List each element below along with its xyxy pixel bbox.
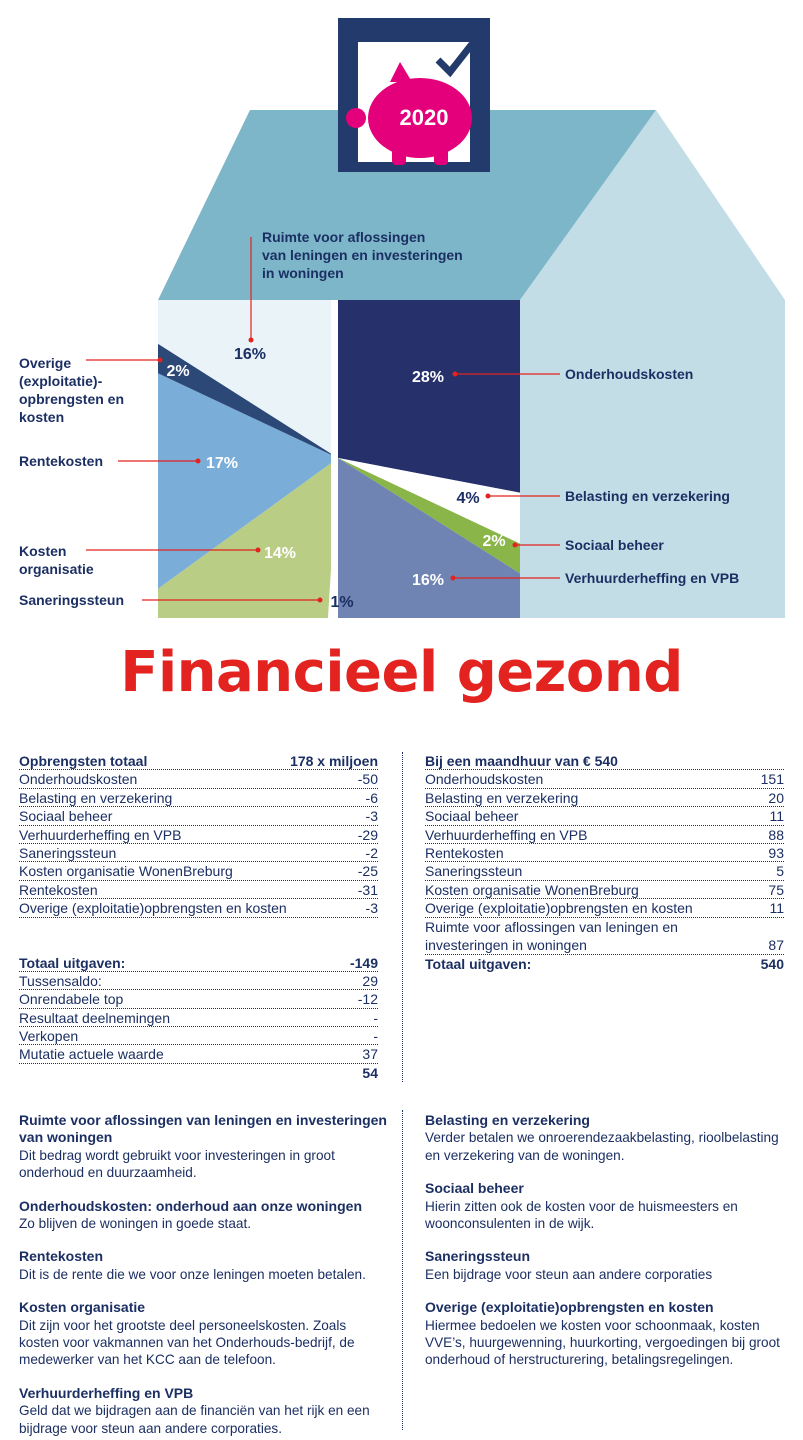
house-pie-chart bbox=[0, 0, 803, 630]
description-title: Onderhoudskosten: onderhoud aan onze woningen bbox=[19, 1197, 362, 1214]
row-label: Onderhoudskosten bbox=[19, 771, 138, 788]
slice-percent-label: 16% bbox=[233, 346, 267, 363]
row-value: 151 bbox=[760, 771, 784, 788]
description-text: Dit zijn voor het grootste deel personeelskosten. Zoals kosten voor vakmannen van het Onderhouds-bedrijf, de medewerker van het KCC aan de telefoon. bbox=[19, 1317, 355, 1368]
description-title: Kosten organisatie bbox=[19, 1299, 146, 1316]
description-block bbox=[425, 1299, 797, 1369]
leader-dot bbox=[249, 338, 254, 343]
description-block bbox=[19, 1248, 389, 1283]
table-row bbox=[19, 789, 378, 807]
row-label: Totaal uitgaven: bbox=[425, 955, 532, 972]
slice-percent-label: 4% bbox=[456, 490, 480, 507]
table-row bbox=[19, 770, 378, 788]
description-block bbox=[425, 1112, 797, 1164]
row-value: 11 bbox=[769, 900, 784, 917]
table-row bbox=[19, 899, 378, 917]
slice-percent-label: 1% bbox=[330, 594, 354, 611]
slice-percent-label: 16% bbox=[411, 572, 445, 589]
description-text: Geld dat we bijdragen aan de financiën van het rijk en een bijdrage voor steun aan andere corporaties. bbox=[19, 1403, 370, 1436]
slice-percent-label: 2% bbox=[166, 363, 190, 380]
row-label: 87 investeringen in woningen bbox=[425, 936, 784, 953]
row-value: -50 bbox=[357, 771, 378, 788]
callout-label: kosten bbox=[19, 409, 65, 425]
row-label: Onderhoudskosten bbox=[425, 771, 544, 788]
row-label: Sociaal beheer bbox=[19, 808, 113, 825]
callout-label: (exploitatie)- bbox=[19, 373, 103, 389]
table-row bbox=[19, 1009, 378, 1027]
row-label: Overige (exploitatie)opbrengsten en kosten bbox=[425, 900, 693, 917]
slice-percent-label: 28% bbox=[411, 369, 445, 386]
description-block bbox=[19, 1112, 389, 1182]
spacer bbox=[19, 918, 378, 954]
leader-dot bbox=[513, 543, 518, 548]
row-value: -25 bbox=[357, 863, 378, 880]
row-value: -3 bbox=[365, 808, 378, 825]
slice-percent-label: 14% bbox=[263, 545, 297, 562]
description-title: Saneringssteun bbox=[425, 1248, 531, 1265]
row-value: -3 bbox=[365, 900, 378, 917]
left-financial-table bbox=[19, 752, 378, 1082]
row-label: Saneringssteun bbox=[19, 844, 117, 861]
description-title: Overige (exploitatie)opbrengsten en kosten bbox=[425, 1299, 714, 1316]
row-label: Belasting en verzekering bbox=[425, 789, 579, 806]
table-row bbox=[425, 862, 784, 880]
row-value: 75 bbox=[768, 881, 784, 898]
leader-dot bbox=[318, 598, 323, 603]
slice-percent-label: 2% bbox=[482, 533, 506, 550]
description-block bbox=[425, 1248, 797, 1283]
table-row bbox=[19, 1027, 378, 1045]
callout-label: Rentekosten bbox=[19, 453, 104, 469]
slice-percent-label: 17% bbox=[205, 455, 239, 472]
row-value: -31 bbox=[357, 881, 378, 898]
row-value: -2 bbox=[365, 844, 378, 861]
callout-label: Belasting en verzekering bbox=[565, 488, 730, 504]
description-title: Ruimte voor aflossingen van leningen en investeringen van woningen bbox=[19, 1112, 387, 1146]
callout-label: Kosten bbox=[19, 543, 67, 559]
callout-label: Overige bbox=[19, 355, 72, 371]
leader-dot bbox=[486, 494, 491, 499]
row-label: Onrendabele top bbox=[19, 991, 124, 1008]
row-label: Verkopen bbox=[19, 1028, 79, 1045]
row-label: Saneringssteun bbox=[425, 863, 523, 880]
row-label: Tussensaldo: bbox=[19, 972, 102, 989]
table-row bbox=[19, 807, 378, 825]
descriptions-left bbox=[19, 1112, 389, 1440]
row-label: Mutatie actuele waarde bbox=[19, 1046, 164, 1063]
row-value: -29 bbox=[357, 826, 378, 843]
row-value: -6 bbox=[365, 789, 378, 806]
row-label: Rentekosten bbox=[425, 844, 504, 861]
description-text: Hierin zitten ook de kosten voor de huismeesters en woonconsulenten in de wijk. bbox=[425, 1198, 738, 1232]
table-header bbox=[425, 752, 784, 770]
total-row bbox=[425, 955, 784, 973]
description-title: Belasting en verzekering bbox=[425, 1112, 590, 1128]
description-block bbox=[19, 1198, 389, 1233]
row-label: Opbrengsten totaal bbox=[19, 753, 148, 769]
callout-label: van leningen en investeringen bbox=[262, 247, 463, 263]
table-row bbox=[19, 881, 378, 899]
callout-label: in woningen bbox=[262, 265, 344, 281]
row-label: Kosten organisatie WonenBreburg bbox=[425, 881, 639, 898]
wall-divider bbox=[331, 300, 338, 618]
row-value: -149 bbox=[349, 954, 378, 971]
final-total bbox=[19, 1064, 378, 1082]
row-label: Kosten organisatie WonenBreburg bbox=[19, 863, 233, 880]
row-value: 93 bbox=[768, 844, 784, 861]
table-row bbox=[425, 807, 784, 825]
table-row bbox=[19, 862, 378, 880]
row-value: -12 bbox=[357, 991, 378, 1008]
description-block bbox=[19, 1299, 389, 1369]
descriptions-right bbox=[425, 1112, 797, 1385]
total-row bbox=[19, 954, 378, 972]
table-header bbox=[19, 752, 378, 770]
row-value: 87 bbox=[768, 936, 784, 953]
badge-year: 2020 bbox=[399, 105, 449, 130]
table-row bbox=[425, 789, 784, 807]
description-text: Zo blijven de woningen in goede staat. bbox=[19, 1216, 252, 1232]
row-value: 20 bbox=[768, 789, 784, 806]
row-value: 37 bbox=[362, 1046, 378, 1063]
callout-label: Verhuurderheffing en VPB bbox=[565, 570, 740, 586]
description-block bbox=[425, 1180, 797, 1232]
callout-label: Saneringssteun bbox=[19, 592, 125, 608]
row-label: Totaal uitgaven: bbox=[19, 954, 126, 971]
table-row bbox=[425, 770, 784, 788]
callout-label: Ruimte voor aflossingen bbox=[262, 229, 426, 245]
row-value: 54 bbox=[362, 1064, 378, 1081]
table-row bbox=[425, 899, 784, 917]
table-row bbox=[425, 918, 784, 955]
description-text: Dit is de rente die we voor onze leningen moeten betalen. bbox=[19, 1266, 366, 1282]
table-row bbox=[425, 844, 784, 862]
leader-dot bbox=[451, 576, 456, 581]
description-text: Een bijdrage voor steun aan andere corporaties bbox=[425, 1266, 713, 1282]
description-block bbox=[19, 1385, 389, 1437]
callout-label: Onderhoudskosten bbox=[565, 366, 694, 382]
column-divider bbox=[402, 752, 403, 1082]
leader-dot bbox=[196, 459, 201, 464]
row-value: 5 bbox=[776, 863, 784, 880]
leader-dot bbox=[256, 548, 261, 553]
description-text: Dit bedrag wordt gebruikt voor investeringen in groot onderhoud en duurzaamheid. bbox=[19, 1147, 335, 1181]
row-value: 540 bbox=[760, 955, 784, 972]
table-row bbox=[19, 1045, 378, 1063]
description-title: Verhuurderheffing en VPB bbox=[19, 1384, 194, 1401]
callout-label: organisatie bbox=[19, 561, 94, 577]
table-row bbox=[425, 881, 784, 899]
row-label: Belasting en verzekering bbox=[19, 789, 173, 806]
row-label: Verhuurderheffing en VPB bbox=[425, 826, 588, 843]
row-label: Rentekosten bbox=[19, 881, 98, 898]
row-label: Ruimte voor aflossingen van leningen en bbox=[425, 918, 678, 935]
table-row bbox=[19, 972, 378, 990]
row-value: - bbox=[373, 1009, 378, 1026]
column-divider-2 bbox=[402, 1110, 403, 1430]
row-label: Overige (exploitatie)opbrengsten en kosten bbox=[19, 900, 287, 917]
row-value: 11 bbox=[769, 808, 784, 825]
row-label: Verhuurderheffing en VPB bbox=[19, 826, 182, 843]
row-label: Resultaat deelnemingen bbox=[19, 1009, 170, 1026]
table-row bbox=[19, 844, 378, 862]
right-rent-table bbox=[425, 752, 784, 973]
table-row bbox=[19, 990, 378, 1008]
description-text: Verder betalen we onroerendezaakbelasting, rioolbelasting en verzekering van de woningen. bbox=[425, 1130, 779, 1163]
callout-label: Sociaal beheer bbox=[565, 537, 664, 553]
description-text: Hiermee bedoelen we kosten voor schoonmaak, kosten VVE’s, huurgewenning, huurkorting, vergoedingen bij groot onderhoud of herstructurering, betalingsregelingen. bbox=[425, 1317, 780, 1368]
row-value: 178 x miljoen bbox=[290, 753, 378, 769]
page-title: Financieel gezond bbox=[120, 640, 683, 705]
row-value: 29 bbox=[362, 972, 378, 989]
row-value: - bbox=[373, 1028, 378, 1045]
description-title: Rentekosten bbox=[19, 1248, 104, 1265]
callout-label: opbrengsten en bbox=[19, 391, 125, 407]
row-label: Bij een maandhuur van € 540 bbox=[425, 753, 618, 769]
table-row bbox=[19, 826, 378, 844]
row-value: 88 bbox=[768, 826, 784, 843]
leader-dot bbox=[453, 372, 458, 377]
description-title: Sociaal beheer bbox=[425, 1180, 524, 1197]
table-row bbox=[425, 826, 784, 844]
row-label: Sociaal beheer bbox=[425, 808, 519, 825]
leader-dot bbox=[158, 358, 163, 363]
